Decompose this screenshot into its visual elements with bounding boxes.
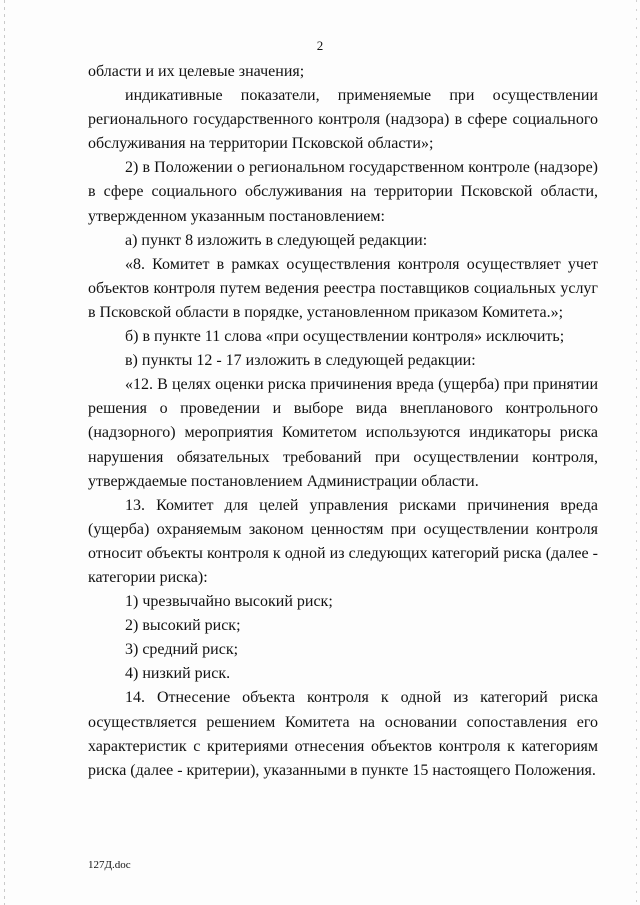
paragraph: индикативные показатели, применяемые при осуществлении регионального государственного контроля (надзора) в сфере социального обслуживания на территории Псковской области»; — [88, 87, 598, 153]
list-item: 1) чрезвычайно высокий риск; — [125, 593, 333, 611]
list-item: 4) низкий риск. — [125, 665, 231, 683]
footer-filename: 127Д.doc — [88, 859, 131, 871]
paragraph: 2) в Положении о региональном государственном контроле (надзоре) в сфере социального обслуживания на территории Псковской области, утвержденном указанным постановлением: — [88, 159, 598, 225]
paragraph: области и их целевые значения; — [88, 63, 305, 80]
paragraph: 13. Комитет для целей управления рисками причинения вреда (ущерба) охраняемым законом ценностям при осуществлении контроля относит объекты контроля к одной из следующих категорий риска (далее - категории риска): — [88, 496, 598, 586]
paragraph: а) пункт 8 изложить в следующей редакции: — [125, 231, 428, 249]
scan-edge-left — [4, 0, 5, 905]
document-body — [88, 60, 598, 783]
list-item: 3) средний риск; — [125, 641, 239, 659]
page-number: 2 — [316, 38, 324, 53]
paragraph: «12. В целях оценки риска причинения вреда (ущерба) при принятии решения о проведении и выборе вида внепланового контрольного (надзорного) мероприятия Комитетом используются индикаторы риска нарушения обязательных требований при осуществлении контроля, утверждаемые постановлением Администрации области. — [88, 376, 598, 490]
paragraph: «8. Комитет в рамках осуществления контроля осуществляет учет объектов контроля путем ведения реестра поставщиков социальных услуг в Псковской области в порядке, установленном приказом Комитета.»; — [88, 255, 598, 321]
list-item: 2) высокий риск; — [125, 617, 241, 635]
scan-edge-right — [636, 0, 637, 905]
paragraph: в) пункты 12 - 17 изложить в следующей редакции: — [125, 352, 476, 370]
paragraph: б) в пункте 11 слова «при осуществлении контроля» исключить; — [125, 328, 565, 346]
paragraph: 14. Отнесение объекта контроля к одной из категорий риска осуществляется решением Комитета на основании сопоставления его характеристик с критериями отнесения объектов контроля к категориям риска (далее - критерии), указанными в пункте 15 настоящего Положения. — [88, 689, 598, 779]
